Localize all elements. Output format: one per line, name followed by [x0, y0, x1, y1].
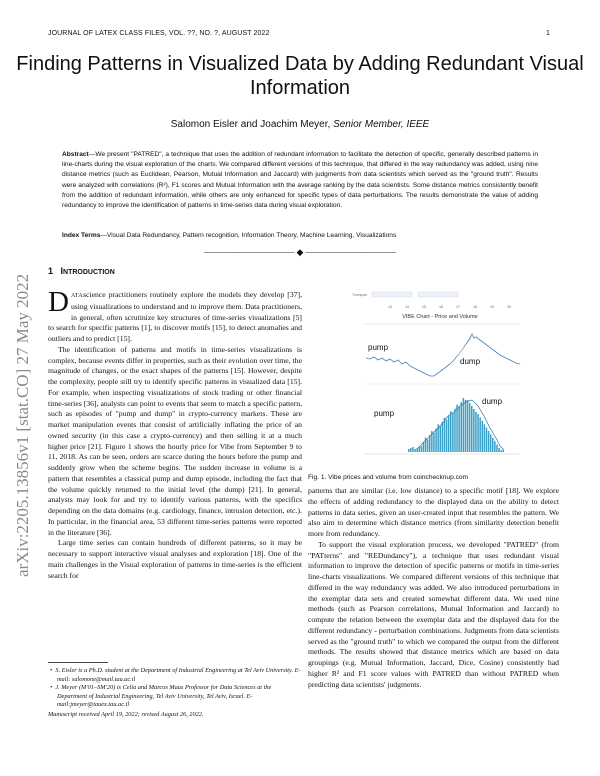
manuscript-note: Manuscript received April 19, 2022; revised August 26, 2022.	[48, 710, 204, 718]
volume-bar	[465, 400, 467, 452]
arxiv-stamp	[0, 205, 40, 585]
section-heading	[48, 266, 115, 276]
volume-bar	[450, 411, 452, 452]
abstract-label: Abstract	[62, 151, 89, 158]
first-word-smallcaps: ATA	[70, 293, 84, 299]
abstract	[62, 150, 538, 211]
tick-label: 13	[388, 305, 392, 309]
volume-bar	[500, 450, 502, 452]
volume-bar	[490, 434, 492, 452]
volume-bar	[473, 409, 475, 452]
volume-bar	[486, 428, 488, 452]
volume-bar	[421, 446, 423, 452]
volume-bar	[469, 403, 471, 452]
section-separator: —————————— ◆ ——————————	[204, 247, 396, 257]
tick-label: 19	[490, 305, 494, 309]
volume-bar	[458, 406, 460, 452]
volume-bar	[416, 448, 418, 452]
volume-bar	[471, 406, 473, 452]
price-line	[366, 334, 520, 376]
footnotes	[48, 662, 302, 720]
volume-bar	[452, 413, 454, 452]
arxiv-stamp-text: arXiv:2205.13856v1 [stat.CO] 27 May 2022	[13, 273, 32, 577]
pump-label-bottom: pump	[374, 409, 395, 418]
figure-1-caption: Fig. 1. Vibe prices and volume from coinchecknup.com	[308, 474, 469, 481]
volume-bar	[484, 424, 486, 452]
section-title-initial: I	[60, 266, 64, 276]
running-header: JOURNAL OF LATEX CLASS FILES, VOL. ??, NO. ?, AUGUST 2022	[48, 30, 270, 37]
volume-bar	[435, 429, 437, 452]
volume-bar	[448, 415, 450, 452]
volume-bar	[446, 420, 448, 452]
author-membership: Senior Member, IEEE	[333, 119, 430, 130]
volume-bar	[440, 426, 442, 452]
left-column	[48, 286, 302, 581]
volume-bar	[442, 422, 444, 452]
pump-label-top: pump	[368, 343, 389, 352]
volume-bar	[456, 405, 458, 452]
tick-label: 17	[456, 305, 460, 309]
tick-label: 18	[473, 305, 477, 309]
volume-bar	[467, 400, 469, 452]
intro-paragraph-1	[48, 286, 302, 345]
footnote-rule	[48, 662, 108, 663]
volume-bar	[429, 435, 431, 452]
dropcap: D	[48, 286, 69, 318]
volume-bar	[454, 409, 456, 452]
page-number: 1	[546, 30, 550, 37]
tick-label: 14	[405, 305, 409, 309]
figure-1-image	[348, 288, 532, 466]
right-column	[308, 486, 559, 690]
volume-bar	[408, 449, 410, 452]
volume-bar	[477, 414, 479, 452]
right-paragraph-2: To support the visual exploration process, we developed "PATRED" (from "PATterns" and "REDundancy"), a technique that uses redundant visual information to improve the detection of specific patterns or motifs in time-series line-charts visualizations. We compared different versions of this technique that differed in the way redundancy was added. We also introduced perturbations in the exemplar data sets and created somewhat different data. We used nine methods (such as Pearson correlations, Mutual Information and Jaccard) to compute the relation between the exemplar data and the displayed data for the different redundancy - perturbation combinations. Judgments from data scientists served as the "ground truth" to which we compared the output from the different methods. The results showed that distance metrics which are based on data groupings (e.g. Mutual Information, Jaccard, Dice, Cosine) consistently had higher R² and F1 score values with PATRED than without PATRED when predicting data scientists' judgments.	[308, 539, 559, 689]
volume-bar	[427, 439, 429, 452]
volume-bar	[461, 402, 463, 452]
intro-paragraph-1-text: science practitioners routinely explore the models they develop [37], using visualizations to understand and to improve them. Data practitioners, in general, often scrutinize key structures of time-series visualizations [5] to search for specific patterns [1], to discover motifs [15], to detect anomalies and outliers and to predict [15].	[48, 290, 302, 343]
tick-label: 15	[422, 305, 426, 309]
volume-bar	[488, 431, 490, 452]
intro-paragraph-2: The identification of patterns and motifs in time-series visualizations is complex, because events differ in properties, such as their evolution over time, the magnitude of changes, or the exact shapes of the patterns [15]. However, despite the complexity, people still try to identify specific patterns in visualized data [15]. For example, when inspecting visualizations of stock trading or other financial time-series [36], analysts can point to events that seem to match a specific pattern, such as episodes of "pump and dump" in crypto-currency markets. These are market manipulation events that consist of artificially inflating the price of an owned security (in this case a crypto-currency) and then selling it at a much higher price [21]. Figure 1 shows the hourly price for Vibe from September 9 to 11, 2018. As can be seen, orders are scarce during the hours before the pump and suddenly grow when the scheme begins. The sudden increase in volume is a pattern that resembles a classical pump and dump episode, including the fact that the volume quickly returned to the initial level (the dump) [21]. In general, analysts may look for and try to identify various patterns, with the specifics depending on the data domains (e.g. cardiology, finance, intrusion detection, etc.). In particular, in the financial area, 53 different time-series patterns were reported in the literature [36].	[48, 344, 302, 537]
volume-bar	[498, 448, 500, 452]
volume-bar	[479, 417, 481, 452]
volume-bar	[410, 448, 412, 452]
chart-title: VIBE Chart - Price and Volume	[402, 314, 478, 320]
volume-bar	[494, 441, 496, 452]
volume-bar	[496, 445, 498, 452]
index-terms-label: Index Terms	[62, 232, 101, 239]
tick-label: 16	[439, 305, 443, 309]
intro-paragraph-3: Large time series can contain hundreds of different patterns, so it may be necessary to support interactive visual analyses and exploration [18]. One of the main challenges in the Visual exploration of patterns in time-series is the efficient search for	[48, 538, 302, 580]
timespan-control	[372, 292, 412, 297]
volume-bar	[433, 433, 435, 452]
abstract-text: —We present "PATRED", a technique that uses the addition of redundant information to facilitate the detection of specific, generally described patterns in line-charts during the visual exploration of the charts. We compared different versions of this technique, that differed in the way redundancy was added, using nine distance metrics (such as Euclidean, Pearson, Mutual Information and Jaccard) with judgments from data scientists which served as the "ground truth". Results were analyzed with correlations (R²), F1 scores and Mutual Information with the average ranking by the data scientists. Some distance metrics consistently benefit from the addition of redundant information, while others are only enhanced for specific types of data perturbations. The results demonstrate the value of adding redundancy to improve the identification of patterns in time-series data during visual exploration.	[62, 151, 538, 210]
volume-bar	[503, 450, 505, 452]
author-line	[0, 119, 600, 130]
dump-label-bottom: dump	[482, 397, 503, 406]
volume-bar	[492, 438, 494, 452]
volume-bar	[475, 412, 477, 452]
timespan-label: Timespan	[352, 293, 368, 297]
author-names: Salomon Eisler and Joachim Meyer,	[170, 119, 331, 130]
index-terms-text: —Visual Data Redundancy, Pattern recognition, Information Theory, Machine Learning, Visualizations	[100, 232, 397, 239]
volume-bar	[412, 447, 414, 452]
footnote-2-text: J. Meyer (M'01–SM'20) is Celia and Marcos Maus Professor for Data Sciences at the Department of Industrial Engineering, Tel Aviv University, Tel Aviv, Israel. E-mail:jmeyer@tauex.tau.ac.il	[55, 684, 272, 709]
footnote-2: • J. Meyer (M'01–SM'20) is Celia and Marcos Maus Professor for Data Sciences at the Department of Industrial Engineering, Tel Aviv University, Tel Aviv, Israel. E-mail:jmeyer@tauex.tau.ac.il	[50, 684, 272, 709]
volume-bar	[414, 449, 416, 452]
paper-title: Finding Patterns in Visualized Data by Adding Redundant Visual Information	[16, 53, 584, 99]
volume-bar	[444, 418, 446, 452]
footnote-1-text: S. Eisler is a Ph.D. student at the Department of Industrial Engineering at Tel Aviv University. E-mail: salomone@mail.tau.ac.il	[55, 667, 301, 683]
volume-bar	[463, 398, 465, 452]
section-number: 1	[48, 266, 54, 276]
footnote-1: • S. Eisler is a Ph.D. student at the Department of Industrial Engineering at Tel Aviv University. E-mail: salomone@mail.tau.ac.il	[50, 667, 301, 683]
volume-bar	[482, 421, 484, 452]
timespan-control-2	[418, 292, 458, 297]
index-terms	[62, 231, 538, 241]
dump-label-top: dump	[460, 357, 481, 366]
top-ticks	[388, 305, 511, 309]
right-paragraph-1: patterns that are similar (i.e. low distance) to a specific motif [18]. We explore the effects of adding redundancy to the displayed data on the ability to detect patterns in data series, given an user-created input that resembles the pattern. We also aim to determine which distance metrics (from similarity detection benefit more from redundancy.	[308, 486, 559, 538]
tick-label: 20	[507, 305, 511, 309]
section-title-rest: NTRODUCTION	[63, 269, 115, 276]
